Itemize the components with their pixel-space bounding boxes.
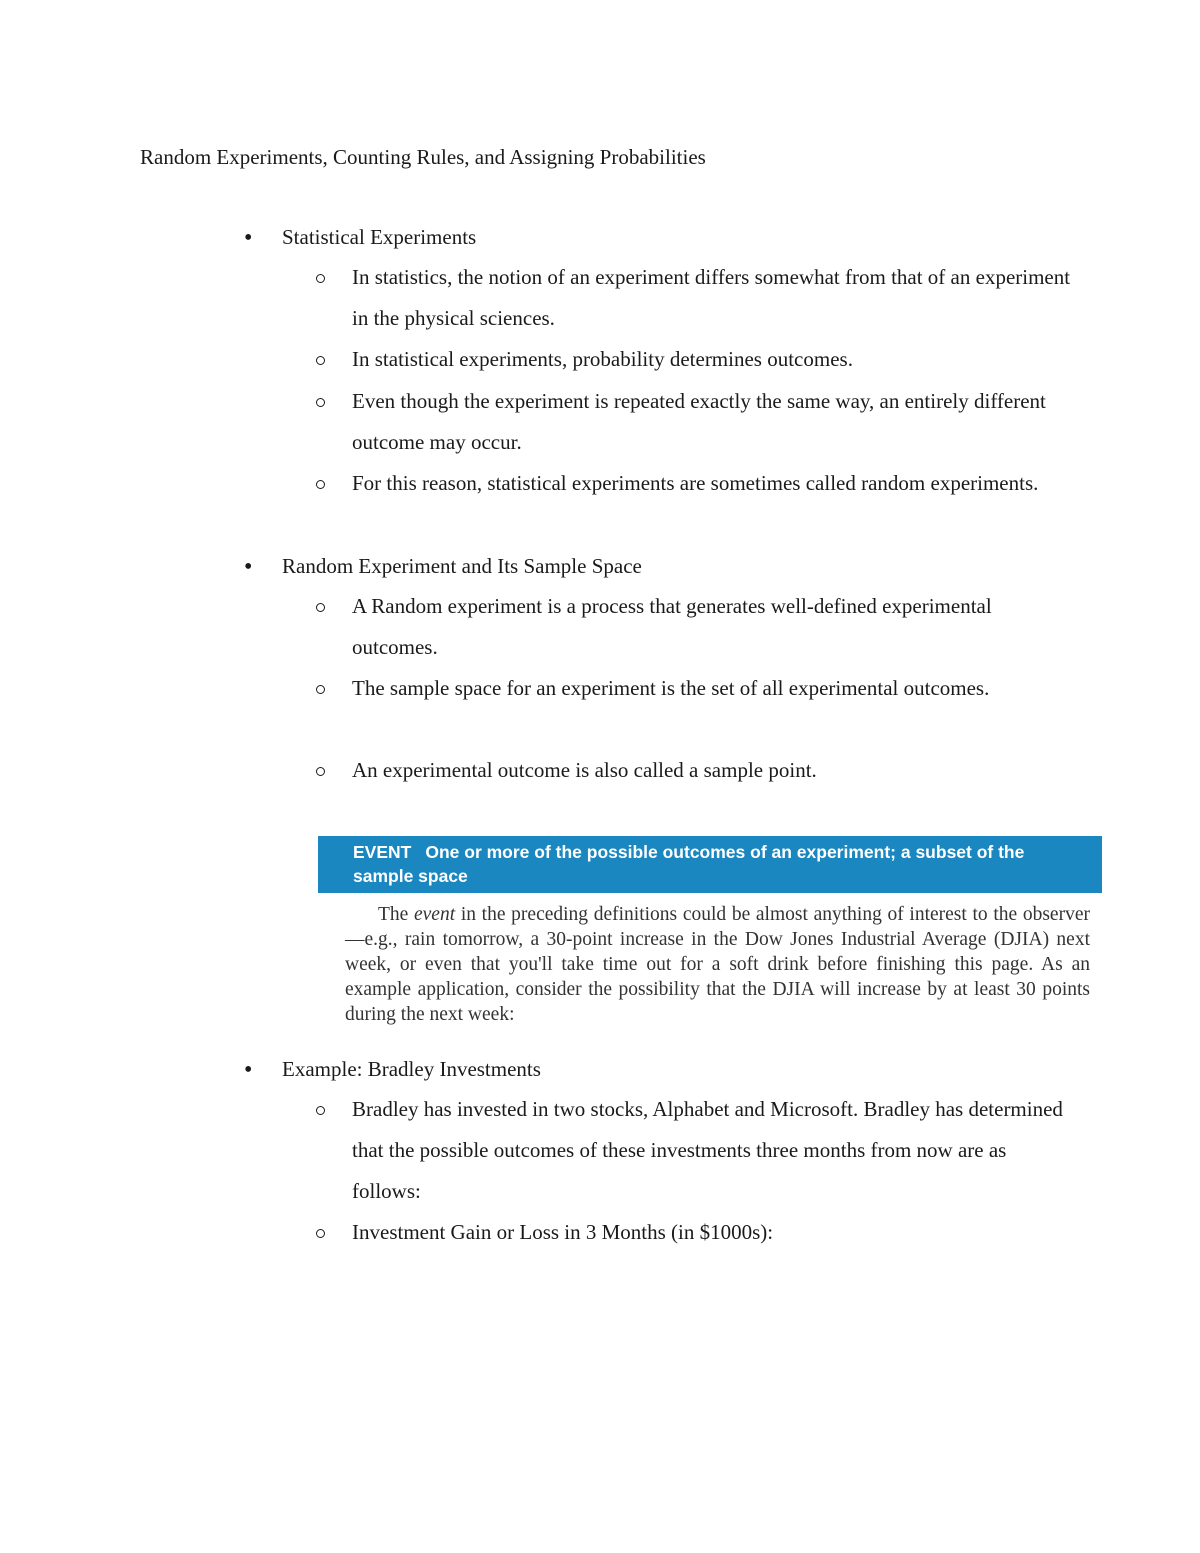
hollow-bullet-icon: [316, 603, 325, 612]
list-item: Bradley has invested in two stocks, Alphabet and Microsoft. Bradley has determined that the possible outcomes of these investments three months from now are as follows:: [352, 1097, 1063, 1203]
event-body-prefix: The: [378, 904, 414, 925]
hollow-bullet-icon: [316, 767, 325, 776]
hollow-bullet-icon: [316, 398, 325, 407]
event-definition-text: One or more of the possible outcomes of an experiment; a subset of the sample space: [353, 842, 1025, 886]
page-title: Random Experiments, Counting Rules, and Assigning Probabilities: [140, 145, 706, 169]
event-body-text: in the preceding definitions could be almost anything of interest to the observer—e.g., rain tomorrow, a 30-point increase in the Dow Jones Industrial Average (DJIA) next week, or even that you'll take time out for a soft drink before finishing this page. As an example application, consider the possibility that the DJIA will increase by at least 30 points during the next week:: [345, 904, 1090, 1025]
hollow-bullet-icon: [316, 1106, 325, 1115]
hollow-bullet-icon: [316, 1229, 325, 1238]
bullet-icon: •: [244, 554, 253, 580]
list-item: In statistical experiments, probability determines outcomes.: [352, 347, 853, 371]
section-heading: Example: Bradley Investments: [282, 1057, 541, 1081]
event-definition-excerpt: [318, 836, 1102, 1036]
event-body-emphasis: event: [414, 904, 456, 925]
hollow-bullet-icon: [316, 685, 325, 694]
bullet-icon: •: [244, 1057, 253, 1083]
list-item: The sample space for an experiment is the set of all experimental outcomes.: [352, 676, 990, 700]
list-item: Investment Gain or Loss in 3 Months (in $1000s):: [352, 1220, 774, 1244]
event-explanation-paragraph: [345, 902, 1090, 1027]
section-heading: Random Experiment and Its Sample Space: [282, 554, 642, 578]
list-item: A Random experiment is a process that generates well-defined experimental outcomes.: [352, 594, 992, 659]
list-item: An experimental outcome is also called a sample point.: [352, 758, 817, 782]
section-heading: Statistical Experiments: [282, 225, 477, 249]
event-term: EVENT: [353, 842, 412, 862]
list-item: Even though the experiment is repeated exactly the same way, an entirely different outcome may occur.: [352, 389, 1046, 454]
hollow-bullet-icon: [316, 274, 325, 283]
list-item: In statistics, the notion of an experiment differs somewhat from that of an experiment in the physical sciences.: [352, 265, 1071, 330]
bullet-icon: •: [244, 225, 253, 251]
list-item: For this reason, statistical experiments are sometimes called random experiments.: [352, 471, 1039, 495]
hollow-bullet-icon: [316, 356, 325, 365]
hollow-bullet-icon: [316, 480, 325, 489]
event-definition-header: [318, 836, 1102, 893]
